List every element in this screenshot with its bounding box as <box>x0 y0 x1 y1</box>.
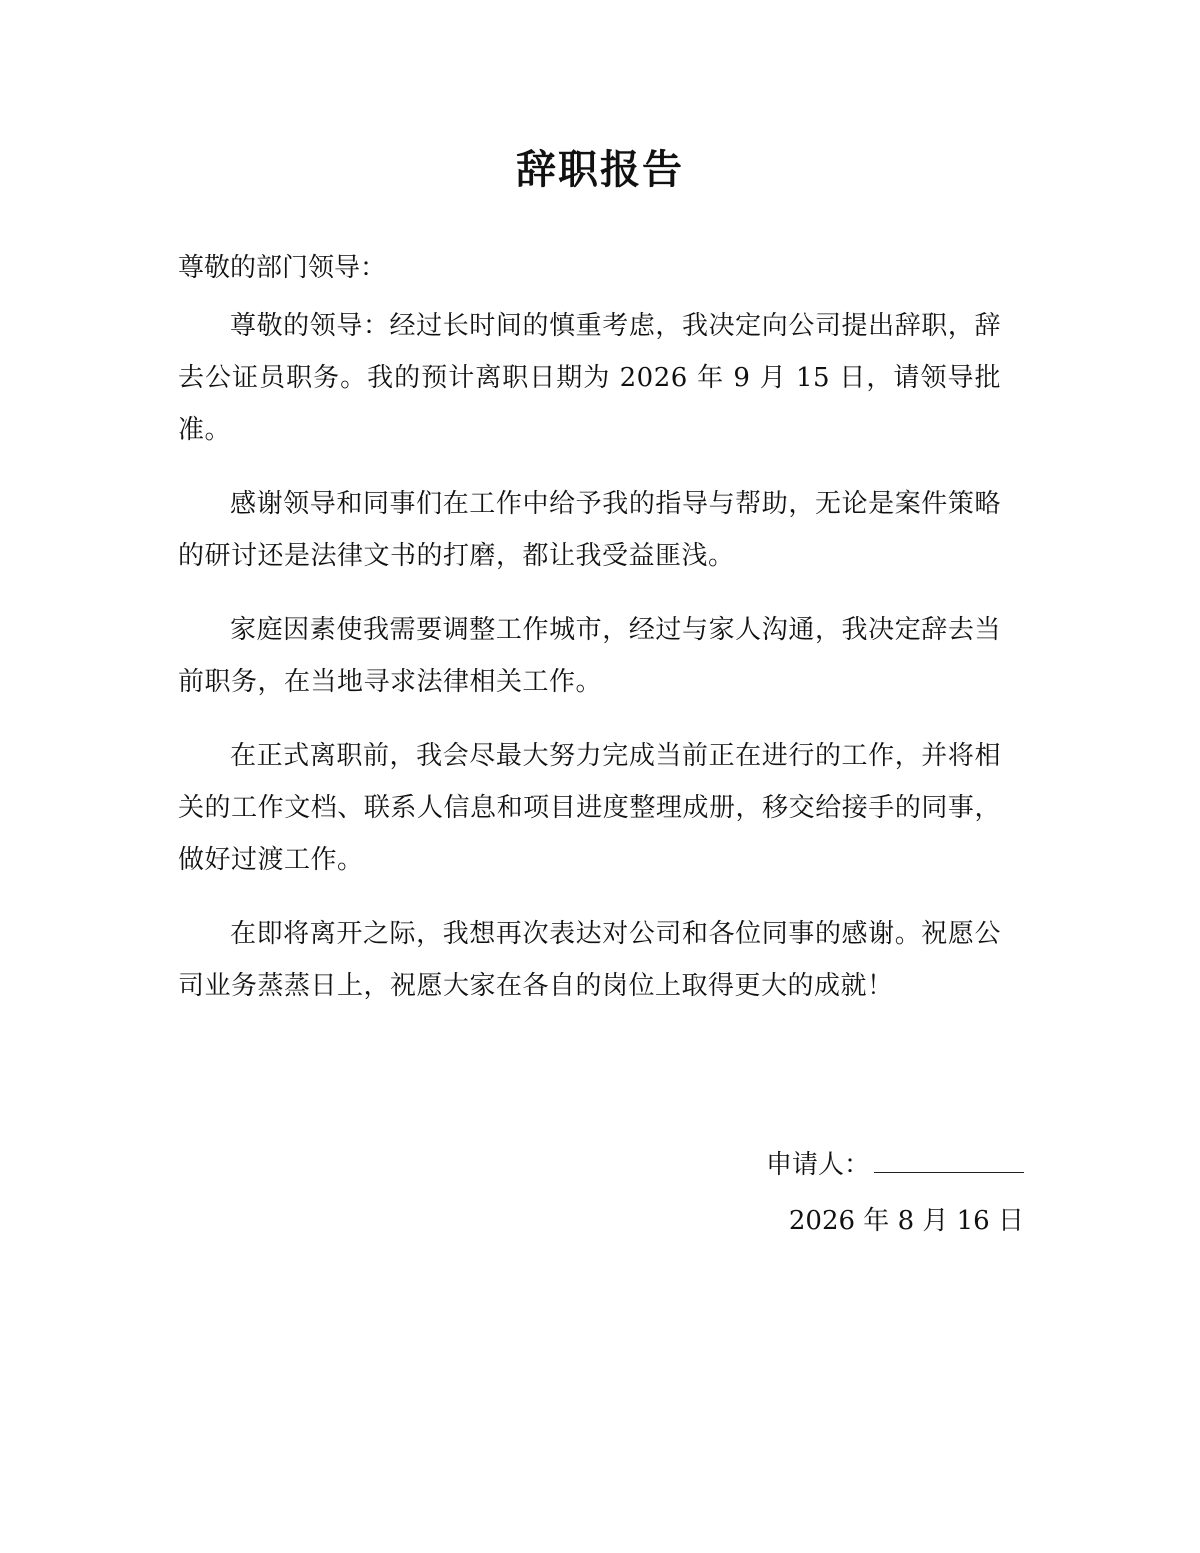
document-date: 2026 年 8 月 16 日 <box>788 1206 1024 1236</box>
paragraph-handover: 在正式离职前，我会尽最大努力完成当前正在进行的工作，并将相关的工作文档、联系人信息和项目进度整理成册，移交给接手的同事，做好过渡工作。 <box>178 741 1001 875</box>
paragraph-resignation-notice: 尊敬的领导：经过长时间的慎重考虑，我决定向公司提出辞职，辞去公证员职务。我的预计离职日期为 2026 年 9 月 15 日，请领导批准。 <box>178 311 1001 445</box>
signature-line <box>874 1138 1024 1173</box>
paragraph-reason: 家庭因素使我需要调整工作城市，经过与家人沟通，我决定辞去当前职务，在当地寻求法律相关工作。 <box>178 615 1001 697</box>
signature-label: 申请人： <box>765 1150 870 1180</box>
salutation: 尊敬的部门领导： <box>178 253 387 283</box>
paragraph-gratitude: 感谢领导和同事们在工作中给予我的指导与帮助，无论是案件策略的研讨还是法律文书的打磨，都让我受益匪浅。 <box>178 489 1001 571</box>
document-body <box>178 300 1001 1034</box>
document-title: 辞职报告 <box>516 147 684 193</box>
signature-block <box>766 1138 1024 1191</box>
paragraph-closing: 在即将离开之际，我想再次表达对公司和各位同事的感谢。祝愿公司业务蒸蒸日上，祝愿大家在各自的岗位上取得更大的成就！ <box>178 919 1001 1001</box>
